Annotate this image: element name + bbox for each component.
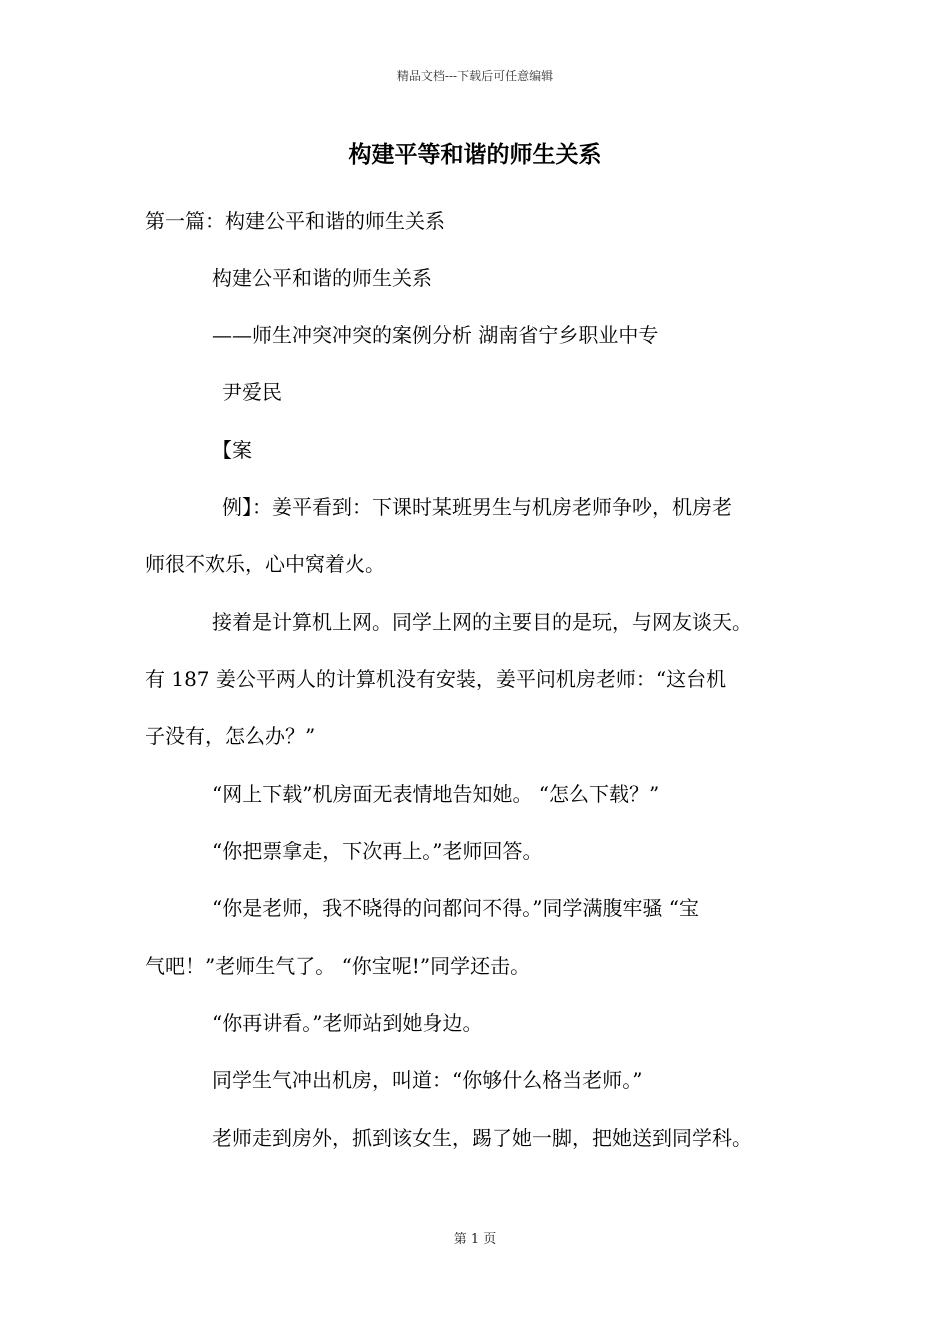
- paragraph-line: 构建公平和谐的师生关系: [212, 266, 432, 290]
- paragraph-line: “网上下载”机房面无表情地告知她。 “怎么下载？”: [212, 782, 660, 806]
- paragraph-line: 气吧！”老师生气了。 “你宝呢!”同学还击。: [145, 954, 531, 978]
- paragraph-line: 子没有，怎么办？”: [145, 724, 316, 748]
- page-header: 精品文档---下载后可任意编辑: [396, 69, 554, 83]
- paragraph-line: 接着是计算机上网。同学上网的主要目的是玩，与网友谈天。: [212, 610, 752, 634]
- paragraph-line: ——师生冲突冲突的案例分析 湖南省宁乡职业中专: [212, 323, 659, 347]
- paragraph-line: “你再讲看。”老师站到她身边。: [212, 1011, 483, 1035]
- page-number: 第 1 页: [453, 1232, 497, 1247]
- paragraph-line: 师很不欢乐，心中窝着火。: [145, 552, 385, 576]
- paragraph-line: “你把票拿走，下次再上。”老师回答。: [212, 839, 543, 863]
- paragraph-line: “你是老师，我不晓得的问都问不得。”同学满腹牢骚 “宝: [212, 896, 700, 920]
- paragraph-line: 有 187 姜公平两人的计算机没有安装，姜平问机房老师：“这台机: [145, 667, 727, 691]
- section-heading: 第一篇：构建公平和谐的师生关系: [145, 209, 445, 233]
- paragraph-line: 同学生气冲出机房，叫道：“你够什么格当老师。”: [212, 1068, 643, 1092]
- author-name: 尹爱民: [222, 380, 282, 404]
- document-title: 构建平等和谐的师生关系: [348, 141, 602, 168]
- paragraph-line: 例】：姜平看到：下课时某班男生与机房老师争吵，机房老: [222, 495, 732, 519]
- paragraph-line: 【案: [212, 438, 252, 462]
- paragraph-line: 老师走到房外，抓到该女生，踢了她一脚，把她送到同学科。: [212, 1126, 752, 1150]
